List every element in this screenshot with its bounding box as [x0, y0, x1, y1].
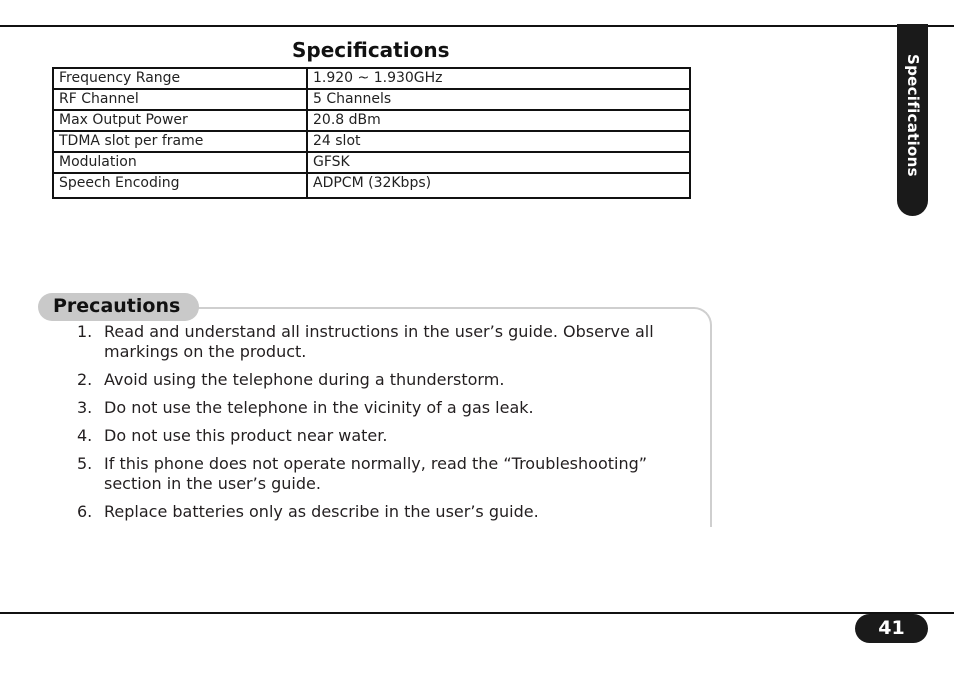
section-side-tab: [897, 24, 928, 216]
list-item-number: 1.: [77, 322, 93, 341]
bottom-rule: [0, 612, 954, 614]
table-row: [53, 131, 690, 152]
list-item-text: Do not use this product near water.: [104, 426, 388, 445]
specifications-table: [52, 67, 691, 199]
list-item-text: Read and understand all instructions in the user’s guide. Observe all markings on the product.: [104, 322, 654, 361]
list-item-number: 3.: [77, 398, 93, 417]
specifications-title: Specifications: [292, 38, 450, 62]
precautions-list: [0, 322, 664, 530]
page-number-badge: [855, 614, 928, 643]
spec-value: 24 slot: [307, 131, 690, 152]
list-item: [0, 502, 664, 522]
spec-label: Frequency Range: [53, 68, 307, 89]
spec-value: GFSK: [307, 152, 690, 173]
spec-label: Max Output Power: [53, 110, 307, 131]
list-item: [0, 454, 664, 494]
list-item: [0, 370, 664, 390]
list-item-text: Replace batteries only as describe in the user’s guide.: [104, 502, 539, 521]
table-row: [53, 68, 690, 89]
list-item-text: Do not use the telephone in the vicinity of a gas leak.: [104, 398, 534, 417]
list-item-number: 5.: [77, 454, 93, 473]
spec-value: 20.8 dBm: [307, 110, 690, 131]
list-item-number: 2.: [77, 370, 93, 389]
precautions-heading-pill: [38, 293, 199, 321]
page-number: 41: [878, 617, 905, 639]
list-item-text: Avoid using the telephone during a thunderstorm.: [104, 370, 505, 389]
spec-label: RF Channel: [53, 89, 307, 110]
section-side-tab-label: Specifications: [903, 54, 922, 177]
spec-label: Speech Encoding: [53, 173, 307, 198]
table-row: [53, 173, 690, 198]
spec-value: 5 Channels: [307, 89, 690, 110]
list-item: [0, 398, 664, 418]
spec-value: ADPCM (32Kbps): [307, 173, 690, 198]
list-item-number: 6.: [77, 502, 93, 521]
table-row: [53, 152, 690, 173]
spec-label: Modulation: [53, 152, 307, 173]
list-item-text: If this phone does not operate normally, read the “Troubleshooting” section in the user’s guide.: [104, 454, 648, 493]
list-item-number: 4.: [77, 426, 93, 445]
table-row: [53, 110, 690, 131]
list-item: [0, 426, 664, 446]
list-item: [0, 322, 664, 362]
precautions-title: Precautions: [53, 295, 181, 317]
spec-label: TDMA slot per frame: [53, 131, 307, 152]
spec-value: 1.920 ~ 1.930GHz: [307, 68, 690, 89]
top-rule: [0, 25, 954, 27]
table-row: [53, 89, 690, 110]
